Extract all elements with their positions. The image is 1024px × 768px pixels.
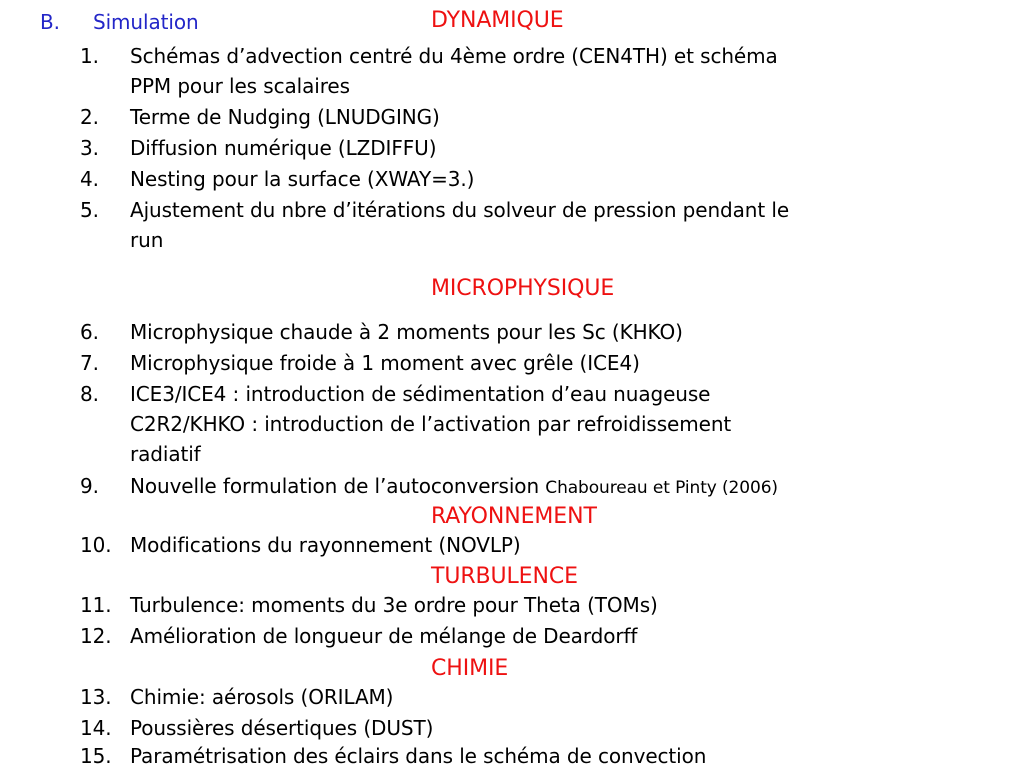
item-text: Modifications du rayonnement (NOVLP) [130, 533, 521, 557]
section-turbulence: TURBULENCE [431, 564, 578, 589]
header-title: Simulation [93, 10, 199, 34]
item-text: Terme de Nudging (LNUDGING) [130, 105, 440, 129]
item-text: Ajustement du nbre d’itérations du solveur de pression pendant le [130, 198, 790, 222]
item-number: 5. [80, 198, 99, 222]
item-text: Chimie: aérosols (ORILAM) [130, 685, 394, 709]
item-text: C2R2/KHKO : introduction de l’activation par refroidissement [130, 412, 732, 436]
item-text: Poussières désertiques (DUST) [130, 716, 434, 740]
item-text: Paramétrisation des éclairs dans le schéma de convection [130, 744, 707, 768]
item-text-main: Nouvelle formulation de l’autoconversion [130, 474, 540, 498]
item-text: Nesting pour la surface (XWAY=3.) [130, 167, 475, 191]
section-rayonnement: RAYONNEMENT [431, 504, 597, 529]
item-number: 6. [80, 320, 99, 344]
item-text: Turbulence: moments du 3e ordre pour Theta (TOMs) [130, 593, 658, 617]
item-text: Amélioration de longueur de mélange de Deardorff [130, 624, 638, 648]
item-number: 2. [80, 105, 99, 129]
item-number: 11. [80, 593, 112, 617]
item-number: 9. [80, 474, 99, 498]
item-number: 15. [80, 744, 112, 768]
item-number: 4. [80, 167, 99, 191]
section-microphysique: MICROPHYSIQUE [431, 276, 615, 301]
item-citation: Chaboureau et Pinty (2006) [545, 478, 778, 498]
item-number: 13. [80, 685, 112, 709]
item-number: 7. [80, 351, 99, 375]
item-text: Microphysique chaude à 2 moments pour les Sc (KHKO) [130, 320, 683, 344]
item-number: 12. [80, 624, 112, 648]
header-letter: B. [40, 10, 60, 34]
item-text: ICE3/ICE4 : introduction de sédimentation d’eau nuageuse [130, 382, 711, 406]
item-number: 14. [80, 716, 112, 740]
item-text: run [130, 228, 164, 252]
item-text: Diffusion numérique (LZDIFFU) [130, 136, 437, 160]
item-text [130, 474, 778, 500]
item-text: radiatif [130, 442, 201, 466]
item-text: Schémas d’advection centré du 4ème ordre (CEN4TH) et schéma [130, 44, 778, 68]
item-number: 8. [80, 382, 99, 406]
item-number: 10. [80, 533, 112, 557]
item-number: 3. [80, 136, 99, 160]
item-text: Microphysique froide à 1 moment avec grêle (ICE4) [130, 351, 640, 375]
section-chimie: CHIMIE [431, 656, 509, 681]
item-number: 1. [80, 44, 99, 68]
section-dynamique: DYNAMIQUE [431, 8, 564, 33]
item-text: PPM pour les scalaires [130, 74, 350, 98]
